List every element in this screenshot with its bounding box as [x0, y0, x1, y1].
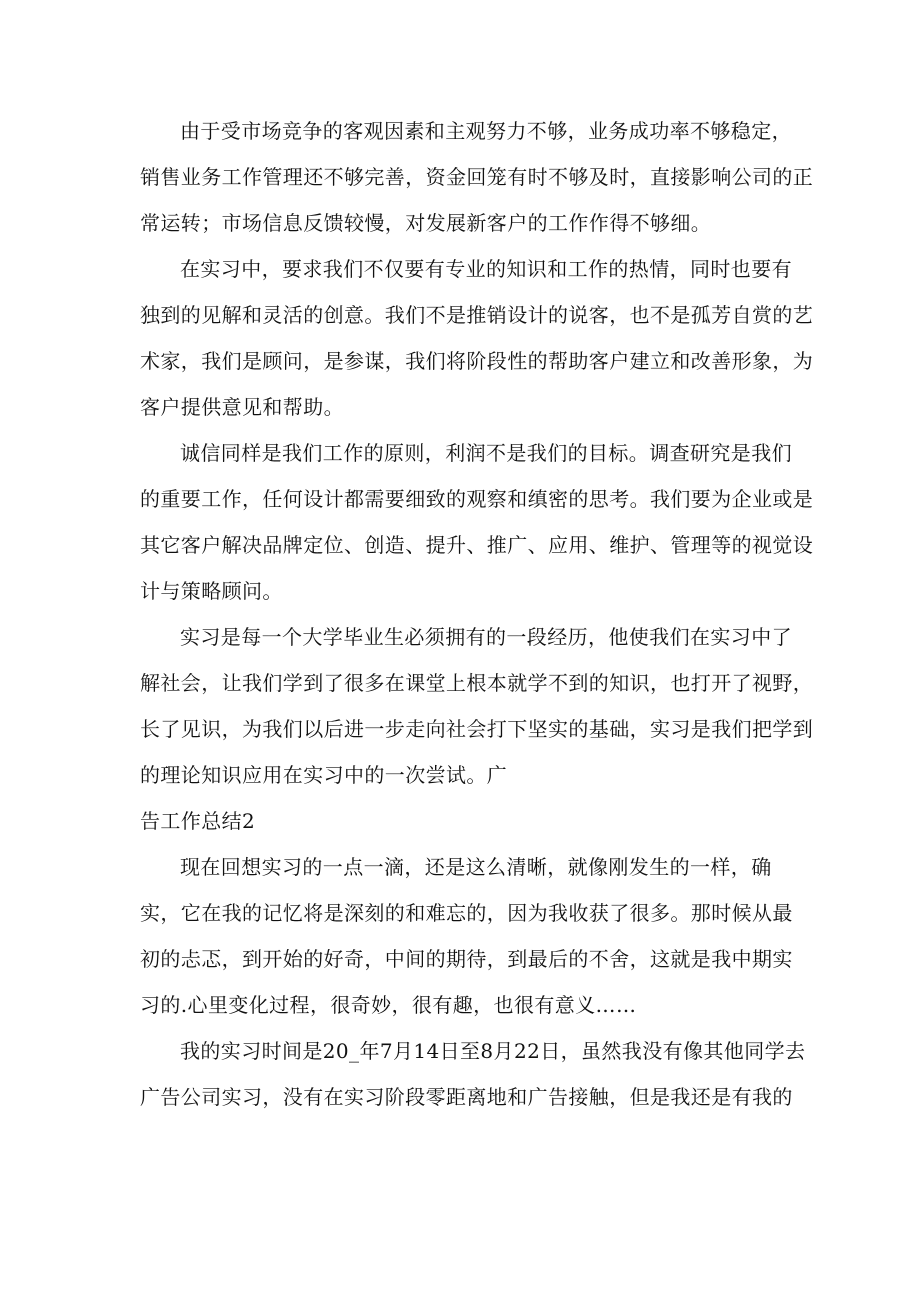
text-line: 其它客户解决品牌定位、创造、提升、推广、应用、维护、管理等的视觉设: [140, 533, 814, 557]
text-line: 实，它在我的记忆将是深刻的和难忘的，因为我收获了很多。那时候从最: [140, 901, 793, 925]
text-line: 的重要工作，任何设计都需要细致的观察和缜密的思考。我们要为企业或是: [140, 487, 814, 511]
text-line: 术家，我们是顾问，是参谋，我们将阶段性的帮助客户建立和改善形象，为: [140, 349, 814, 373]
text-line: 独到的见解和灵活的创意。我们不是推销设计的说客，也不是孤芳自赏的艺: [140, 303, 814, 327]
text-line: 客户提供意见和帮助。: [140, 395, 344, 419]
text-line: 的理论知识应用在实习中的一次尝试。广: [140, 763, 508, 787]
text-line: 解社会，让我们学到了很多在课堂上根本就学不到的知识，也打开了视野，: [140, 671, 814, 695]
text-line: 销售业务工作管理还不够完善，资金回笼有时不够及时，直接影响公司的正: [140, 165, 814, 189]
section-heading-line: 告工作总结2: [140, 809, 256, 833]
text-line: 计与策略顾问。: [140, 579, 283, 603]
document-body: [140, 108, 814, 1120]
text-line: 长了见识，为我们以后进一步走向社会打下坚实的基础，实习是我们把学到: [140, 717, 814, 741]
text-line: 由于受市场竞争的客观因素和主观努力不够，业务成功率不够稳定，: [180, 119, 792, 143]
text-line: 广告公司实习，没有在实习阶段零距离地和广告接触，但是我还是有我的: [140, 1085, 793, 1109]
text-line: 实习是每一个大学毕业生必须拥有的一段经历，他使我们在实习中了: [180, 625, 792, 649]
text-line: 初的忐忑，到开始的好奇，中间的期待，到最后的不舍，这就是我中期实: [140, 947, 793, 971]
text-line: 常运转；市场信息反馈较慢，对发展新客户的工作作得不够细。: [140, 211, 712, 235]
text-line: 现在回想实习的一点一滴，还是这么清晰，就像刚发生的一样，确: [180, 855, 772, 879]
text-line: 在实习中，要求我们不仅要有专业的知识和工作的热情，同时也要有: [180, 257, 792, 281]
text-line: 习的.心里变化过程，很奇妙，很有趣，也很有意义……: [140, 993, 637, 1017]
text-line: 诚信同样是我们工作的原则，利润不是我们的目标。调查研究是我们: [180, 441, 792, 465]
text-line: 我的实习时间是20_年7月14日至8月22日，虽然我没有像其他同学去: [180, 1039, 806, 1063]
